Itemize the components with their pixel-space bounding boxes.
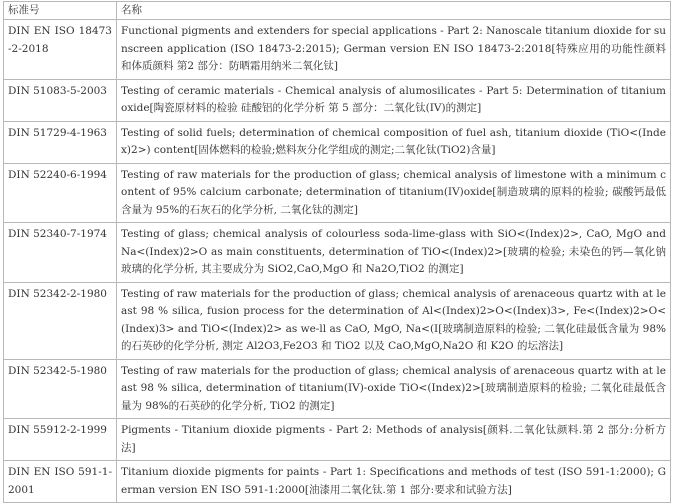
- table-row: [4, 359, 671, 419]
- standard-code: DIN EN ISO 591-1-2001: [4, 461, 117, 503]
- table-row: [4, 461, 671, 503]
- table-row: [4, 20, 671, 80]
- table-row: [4, 163, 671, 223]
- standard-code: DIN 51083-5-2003: [4, 79, 117, 121]
- table-header-row: [4, 2, 671, 20]
- header-standard-number: 标准号: [4, 2, 117, 20]
- table-row: [4, 282, 671, 359]
- table-row: [4, 79, 671, 121]
- standard-code: DIN 52240-6-1994: [4, 163, 117, 223]
- standard-code: DIN 52340-7-1974: [4, 223, 117, 283]
- standard-name: Testing of raw materials for the production of glass; chemical analysis of limestone with a minimum content of 95% calcium carbonate; determination of titanium(IV)oxide[制造玻璃的原料的检验; 碳酸钙最低含量为 95%的石灰石的化学分析, 二氧化钛的测定]: [117, 163, 671, 223]
- standard-code: DIN 52342-2-1980: [4, 282, 117, 359]
- table-row: [4, 223, 671, 283]
- standard-code: DIN 51729-4-1963: [4, 121, 117, 163]
- standard-name: Functional pigments and extenders for special applications - Part 2: Nanoscale titanium dioxide for sunscreen application (ISO 18473-2:2015); German version EN ISO 18473-2:2018[特殊应用的功能性颜料和体质颜料 第2 部分：防晒霜用纳米二氧化钛]: [117, 20, 671, 80]
- standard-name: Testing of raw materials for the production of glass; chemical analysis of arenaceous quartz with at least 98 % silica, fusion process for the determination of Al<(Index)2>O<(Index)3>, Fe<(Index)2>O<(Index)3> and TiO<(Index)2> as we-ll as CaO, MgO, Na<(I[玻璃制造原料的检验; 二氧化硅最低含量为 98% 的石英砂的化学分析, 测定 Al2O3,Fe2O3 和 TiO2 以及 CaO,MgO,Na2O 和 K2O 的坛溶法]: [117, 282, 671, 359]
- standard-code: DIN 55912-2-1999: [4, 419, 117, 461]
- table-row: [4, 419, 671, 461]
- table-row: [4, 121, 671, 163]
- standard-name: Testing of raw materials for the production of glass; chemical analysis of arenaceous quartz with at least 98 % silica, determination of titanium(IV)-oxide TiO<(Index)2>[玻璃制造原料的检验; 二氧化硅最低含量为 98%的石英砂的化学分析, TiO2 的测定]: [117, 359, 671, 419]
- standard-code: DIN EN ISO 18473-2-2018: [4, 20, 117, 80]
- standard-name: Testing of solid fuels; determination of chemical composition of fuel ash, titanium dioxide (TiO<(Index)2>) content[固体燃料的检验;燃料灰分化学组成的测定;二氧化钛(TiO2)含量]: [117, 121, 671, 163]
- standard-name: Testing of ceramic materials - Chemical analysis of alumosilicates - Part 5: Determination of titanium oxide[陶瓷原材料的检验 硅酸铝的化学分析 第 5 部分：二氧化钛(IV)的测定]: [117, 79, 671, 121]
- standard-name: Testing of glass; chemical analysis of colourless soda-lime-glass with SiO<(Index)2>, CaO, MgO and Na<(Index)2>O as main constituents, determination of TiO<(Index)2>[玻璃的检验; 未染色的钙—氧化钠玻璃的化学分析, 其主要成分为 SiO2,CaO,MgO 和 Na2O,TiO2 的测定]: [117, 223, 671, 283]
- standard-name: Pigments - Titanium dioxide pigments - Part 2: Methods of analysis[颜料.二氧化钛颜料.第 2 部分:分析方法]: [117, 419, 671, 461]
- standard-name: Titanium dioxide pigments for paints - Part 1: Specifications and methods of test (ISO 591-1:2000); German version EN ISO 591-1:2000[油漆用二氧化钛.第 1 部分:要求和试验方法]: [117, 461, 671, 503]
- standards-table: [3, 1, 671, 503]
- standard-code: DIN 52342-5-1980: [4, 359, 117, 419]
- header-name: 名称: [117, 2, 671, 20]
